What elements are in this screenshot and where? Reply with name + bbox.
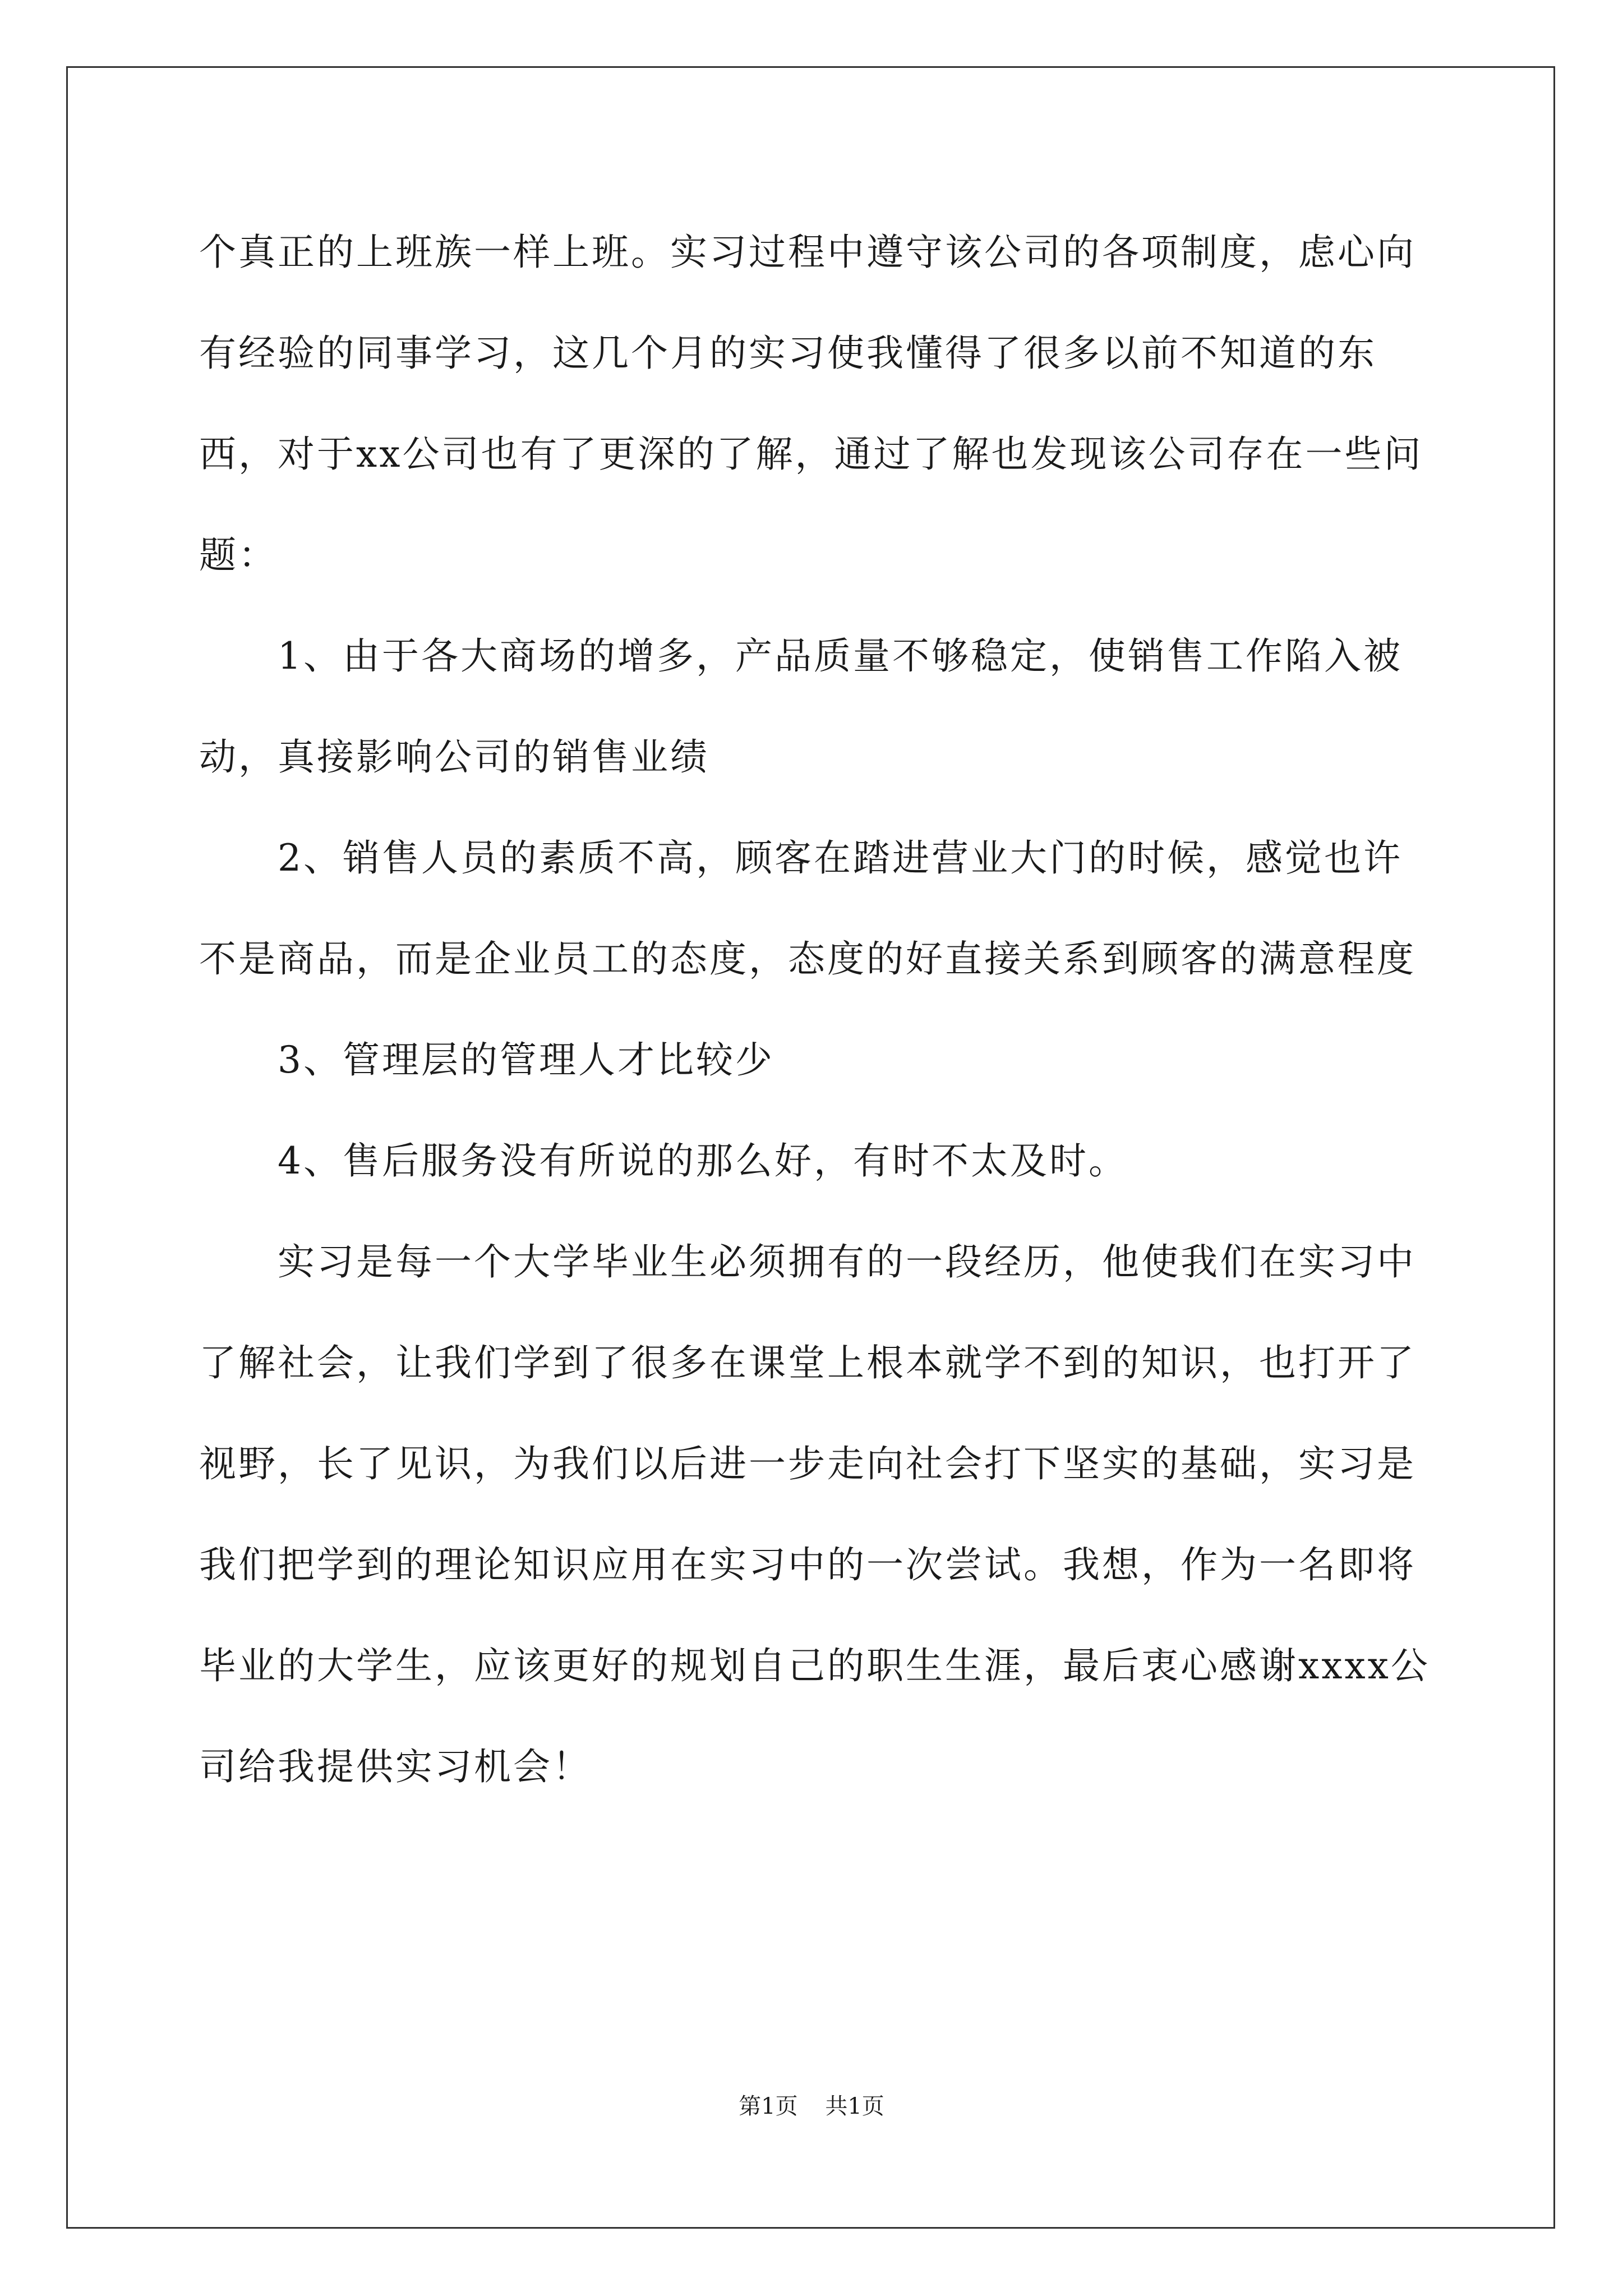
paragraph-conclusion: 实习是每一个大学毕业生必须拥有的一段经历，他使我们在实习中了解社会，让我们学到了很多在课堂上根本就学不到的知识，也打开了视野，长了见识，为我们以后进一步走向社会打下坚实的基础，实习是我们把学到的理论知识应用在实习中的一次尝试。我想，作为一名即将毕业的大学生，应该更好的规划自己的职生生涯，最后衷心感谢xxxx公司给我提供实习机会！ bbox=[199, 1240, 1430, 1788]
page-number: 第1页 bbox=[739, 2093, 798, 2119]
paragraph-problem-2: 2、销售人员的素质不高，顾客在踏进营业大门的时候，感觉也许不是商品，而是企业员工的态度，态度的好直接关系到顾客的满意程度 bbox=[199, 836, 1416, 981]
document-body bbox=[199, 202, 1433, 1818]
paragraph-problem-1: 1、由于各大商场的增多，产品质量不够稳定，使销售工作陷入被动，真接影响公司的销售业绩 bbox=[199, 634, 1403, 779]
paragraph-intro: 个真正的上班族一样上班。实习过程中遵守该公司的各项制度，虑心向有经验的同事学习，这几个月的实习使我懂得了很多以前不知道的东西，对于xx公司也有了更深的了解，通过了解也发现该公司存在一些问题： bbox=[199, 231, 1423, 577]
paragraph-problem-3: 3、管理层的管理人才比较少 bbox=[278, 1038, 774, 1082]
page-total: 共1页 bbox=[825, 2093, 884, 2119]
page-footer bbox=[0, 2090, 1623, 2123]
paragraph-problem-4: 4、售后服务没有所说的那么好，有时不太及时。 bbox=[278, 1139, 1128, 1182]
